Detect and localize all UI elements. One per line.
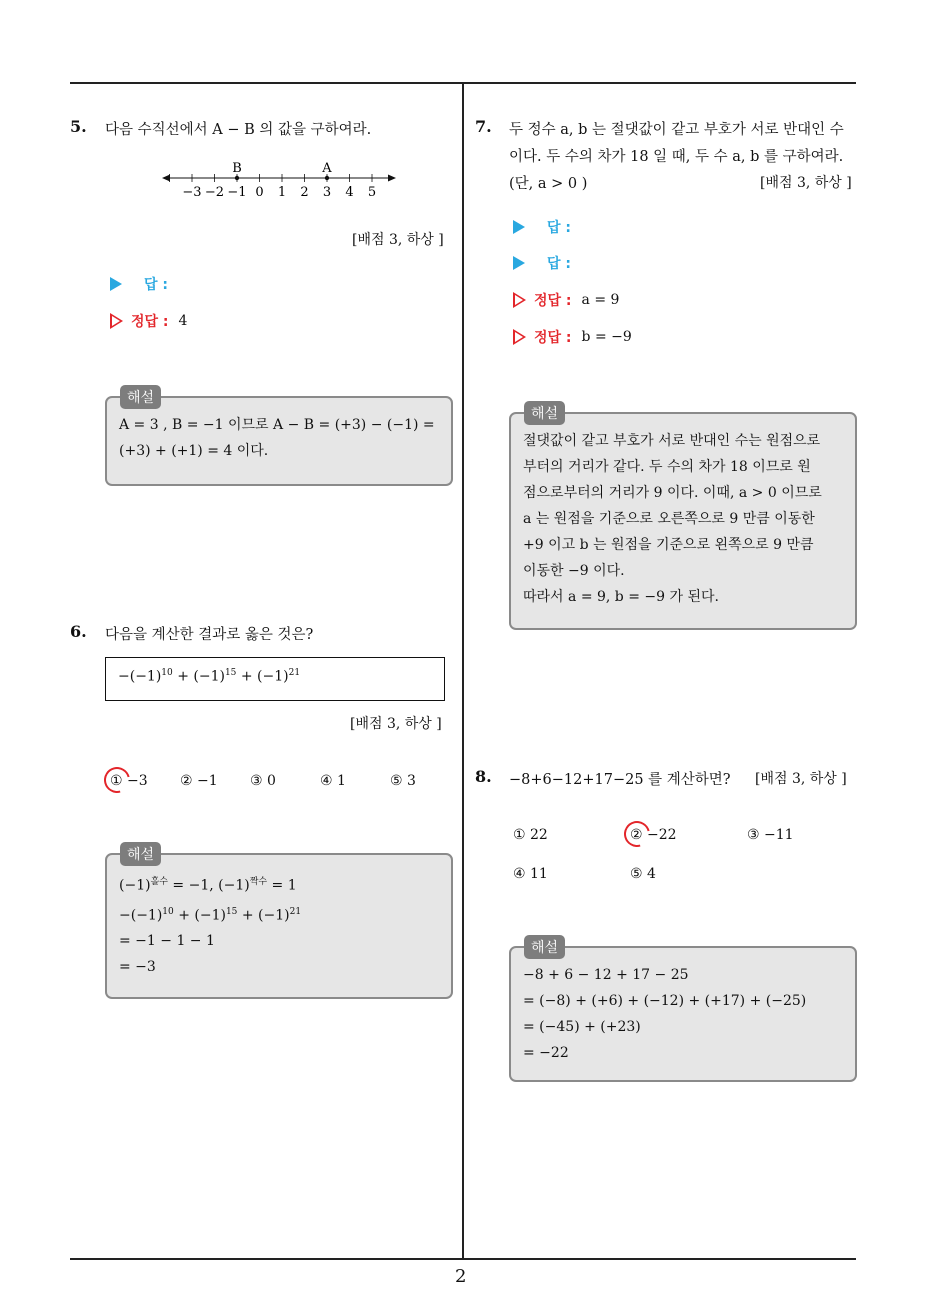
q6-explain-line-3: = −1 − 1 − 1	[119, 933, 215, 950]
q7-correct-b: b = −9	[581, 329, 632, 345]
q8-explain-line-4: = −22	[523, 1045, 569, 1061]
q6-text: 다음을 계산한 결과로 옳은 것은?	[105, 627, 314, 643]
q7-explain-line-5: +9 이고 b 는 원점을 기준으로 왼쪽으로 9 만큼	[523, 537, 814, 553]
q5-score: [배점 3, 하상 ]	[352, 232, 444, 248]
choice-value: 22	[530, 827, 548, 843]
number-line-tick-label: 3	[322, 185, 332, 200]
number-line-tick-label: 4	[345, 185, 354, 200]
number-line-tick-label: −3	[182, 185, 202, 200]
q7-line-3: (단, a > 0 )	[509, 176, 588, 192]
choice-mark: ③	[747, 827, 760, 843]
q7-number: 7.	[475, 117, 492, 136]
q5-number-line	[160, 156, 400, 202]
q6-explanation-box	[105, 853, 453, 999]
q8-choice-5[interactable]	[630, 866, 656, 882]
point-a-dot	[325, 176, 329, 180]
q8-explain-line-1: −8 + 6 − 12 + 17 − 25	[523, 967, 689, 983]
q5-correct-label: 정답 :	[131, 314, 169, 330]
choice-mark: ①	[513, 827, 526, 843]
ex-sup: 21	[289, 906, 302, 917]
q7-score: [배점 3, 하상 ]	[760, 175, 852, 191]
ex-sup: 홀수	[150, 877, 168, 887]
choice-value: 3	[407, 773, 416, 789]
q5-explain-line-1: A = 3 , B = −1 이므로 A − B = (+3) − (−1) =	[119, 417, 435, 433]
q5-answer-row	[110, 274, 168, 294]
number-line-tick-label: 2	[300, 185, 309, 200]
choice-value: −1	[197, 773, 218, 789]
q8-explanation-box	[509, 946, 857, 1082]
q5-answer-label: 답 :	[144, 277, 168, 293]
q7-correct-label-1: 정답 :	[534, 293, 572, 309]
expr-part: −(−1)	[118, 668, 162, 685]
q7-explain-line-1: 절댓값이 같고 부호가 서로 반대인 수는 원점으로	[523, 433, 821, 449]
correct-arrow-icon	[513, 292, 526, 308]
q5-correct-value: 4	[178, 313, 188, 329]
choice-value: 4	[647, 866, 656, 882]
q6-number: 6.	[70, 622, 87, 641]
q6-choice-4[interactable]	[320, 773, 346, 789]
q8-selected-mark	[619, 816, 655, 852]
point-b-label: B	[232, 161, 242, 176]
q6-choice-5[interactable]	[390, 773, 416, 789]
q8-number: 8.	[475, 767, 492, 786]
q8-explain-line-2: = (−8) + (+6) + (−12) + (+17) + (−25)	[523, 993, 807, 1009]
bottom-rule	[70, 1258, 856, 1260]
choice-value: −11	[764, 827, 794, 843]
choice-value: −3	[127, 773, 148, 789]
choice-mark: ⑤	[390, 773, 403, 789]
q8-choice-4[interactable]	[513, 866, 548, 882]
q6-explain-line-4: = −3	[119, 959, 156, 976]
q6-explain-line-2	[119, 899, 439, 929]
choice-mark: ②	[630, 827, 643, 843]
ex-sup: 15	[225, 906, 238, 917]
q8-text: −8+6−12+17−25 를 계산하면?	[509, 772, 731, 788]
q7-explain-line-6: 이동한 −9 이다.	[523, 563, 625, 579]
point-b-dot	[235, 176, 239, 180]
answer-arrow-icon	[110, 277, 122, 291]
choice-mark: ①	[110, 773, 123, 789]
correct-arrow-icon	[110, 313, 123, 329]
q7-explain-line-3: 점으로부터의 거리가 9 이다. 이때, a > 0 이므로	[523, 485, 822, 501]
q6-explanation-tag: 해설	[120, 842, 161, 866]
q7-correct-a: a = 9	[581, 292, 620, 308]
q5-explain-line-2: (+3) + (+1) = 4 이다.	[119, 443, 269, 459]
choice-mark: ③	[250, 773, 263, 789]
q7-explain-line-4: a 는 원점을 기준으로 오른쪽으로 9 만큼 이동한	[523, 511, 815, 527]
q7-answer-label-1: 답 :	[547, 220, 571, 236]
ex-part: (−1)	[119, 877, 151, 894]
q5-explanation-tag: 해설	[120, 385, 161, 409]
number-line-arrow-left	[162, 175, 170, 182]
q8-choice-1[interactable]	[513, 827, 548, 843]
q6-expression-box	[105, 657, 445, 701]
expr-exp: 21	[288, 668, 301, 678]
correct-arrow-icon	[513, 329, 526, 345]
answer-arrow-icon	[513, 256, 525, 270]
q7-line-1: 두 정수 a, b 는 절댓값이 같고 부호가 서로 반대인 수	[509, 122, 844, 138]
q7-answer-label-2: 답 :	[547, 256, 571, 272]
number-line-tick-label: 5	[367, 185, 377, 200]
q7-correct-row-1	[513, 290, 619, 310]
number-line-tick-label: 1	[277, 185, 287, 200]
choice-mark: ④	[320, 773, 333, 789]
ex-part: −(−1)	[119, 907, 163, 924]
choice-mark: ④	[513, 866, 526, 882]
q7-answer-row-2	[513, 253, 571, 273]
choice-mark: ⑤	[630, 866, 643, 882]
q7-correct-row-2	[513, 327, 632, 347]
expr-part: + (−1)	[236, 668, 289, 685]
expr-part: + (−1)	[172, 668, 225, 685]
choice-value: 11	[530, 866, 548, 882]
number-line-arrow-right	[388, 175, 396, 182]
q6-explain-line-1	[119, 869, 439, 899]
answer-arrow-icon	[513, 220, 525, 234]
q7-explain-line-7: 따라서 a = 9, b = −9 가 된다.	[523, 589, 719, 605]
page-number: 2	[455, 1266, 467, 1287]
q5-correct-row	[110, 311, 187, 331]
number-line-tick-label: 0	[255, 185, 264, 200]
choice-value: −22	[647, 827, 677, 843]
q6-choice-3[interactable]	[250, 773, 276, 789]
q7-answer-row-1	[513, 217, 571, 237]
point-a-label: A	[322, 161, 332, 176]
q6-score: [배점 3, 하상 ]	[350, 716, 442, 732]
q5-number: 5.	[70, 117, 87, 136]
choice-mark: ②	[180, 773, 193, 789]
q7-explanation-box	[509, 412, 857, 630]
column-divider	[462, 82, 464, 1260]
ex-part: + (−1)	[237, 907, 290, 924]
q7-explain-line-2: 부터의 거리가 같다. 두 수의 차가 18 이므로 원	[523, 459, 811, 475]
choice-value: 0	[267, 773, 276, 789]
q5-explanation-box	[105, 396, 453, 486]
q7-explanation-tag: 해설	[524, 401, 565, 425]
ex-part: + (−1)	[173, 907, 226, 924]
q8-explain-line-3: = (−45) + (+23)	[523, 1019, 641, 1035]
number-line-tick-label: −1	[227, 185, 247, 200]
ex-sup: 10	[162, 906, 174, 917]
q5-text: 다음 수직선에서 A − B 의 값을 구하여라.	[105, 122, 372, 138]
expr-exp: 10	[161, 668, 173, 678]
q8-score: [배점 3, 하상 ]	[755, 771, 847, 787]
expr-exp: 15	[224, 668, 237, 678]
q6-choice-2[interactable]	[180, 773, 218, 789]
ex-sup: 짝수	[249, 877, 268, 887]
q8-choice-3[interactable]	[747, 827, 794, 843]
ex-part: = 1	[267, 877, 297, 894]
q7-line-2: 이다. 두 수의 차가 18 일 때, 두 수 a, b 를 구하여라.	[509, 149, 844, 165]
q6-selected-mark	[99, 762, 135, 798]
number-line-tick-label: −2	[204, 185, 225, 200]
q8-explanation-tag: 해설	[524, 935, 565, 959]
ex-part: = −1, (−1)	[167, 877, 250, 894]
choice-value: 1	[337, 773, 346, 789]
q7-correct-label-2: 정답 :	[534, 330, 572, 346]
